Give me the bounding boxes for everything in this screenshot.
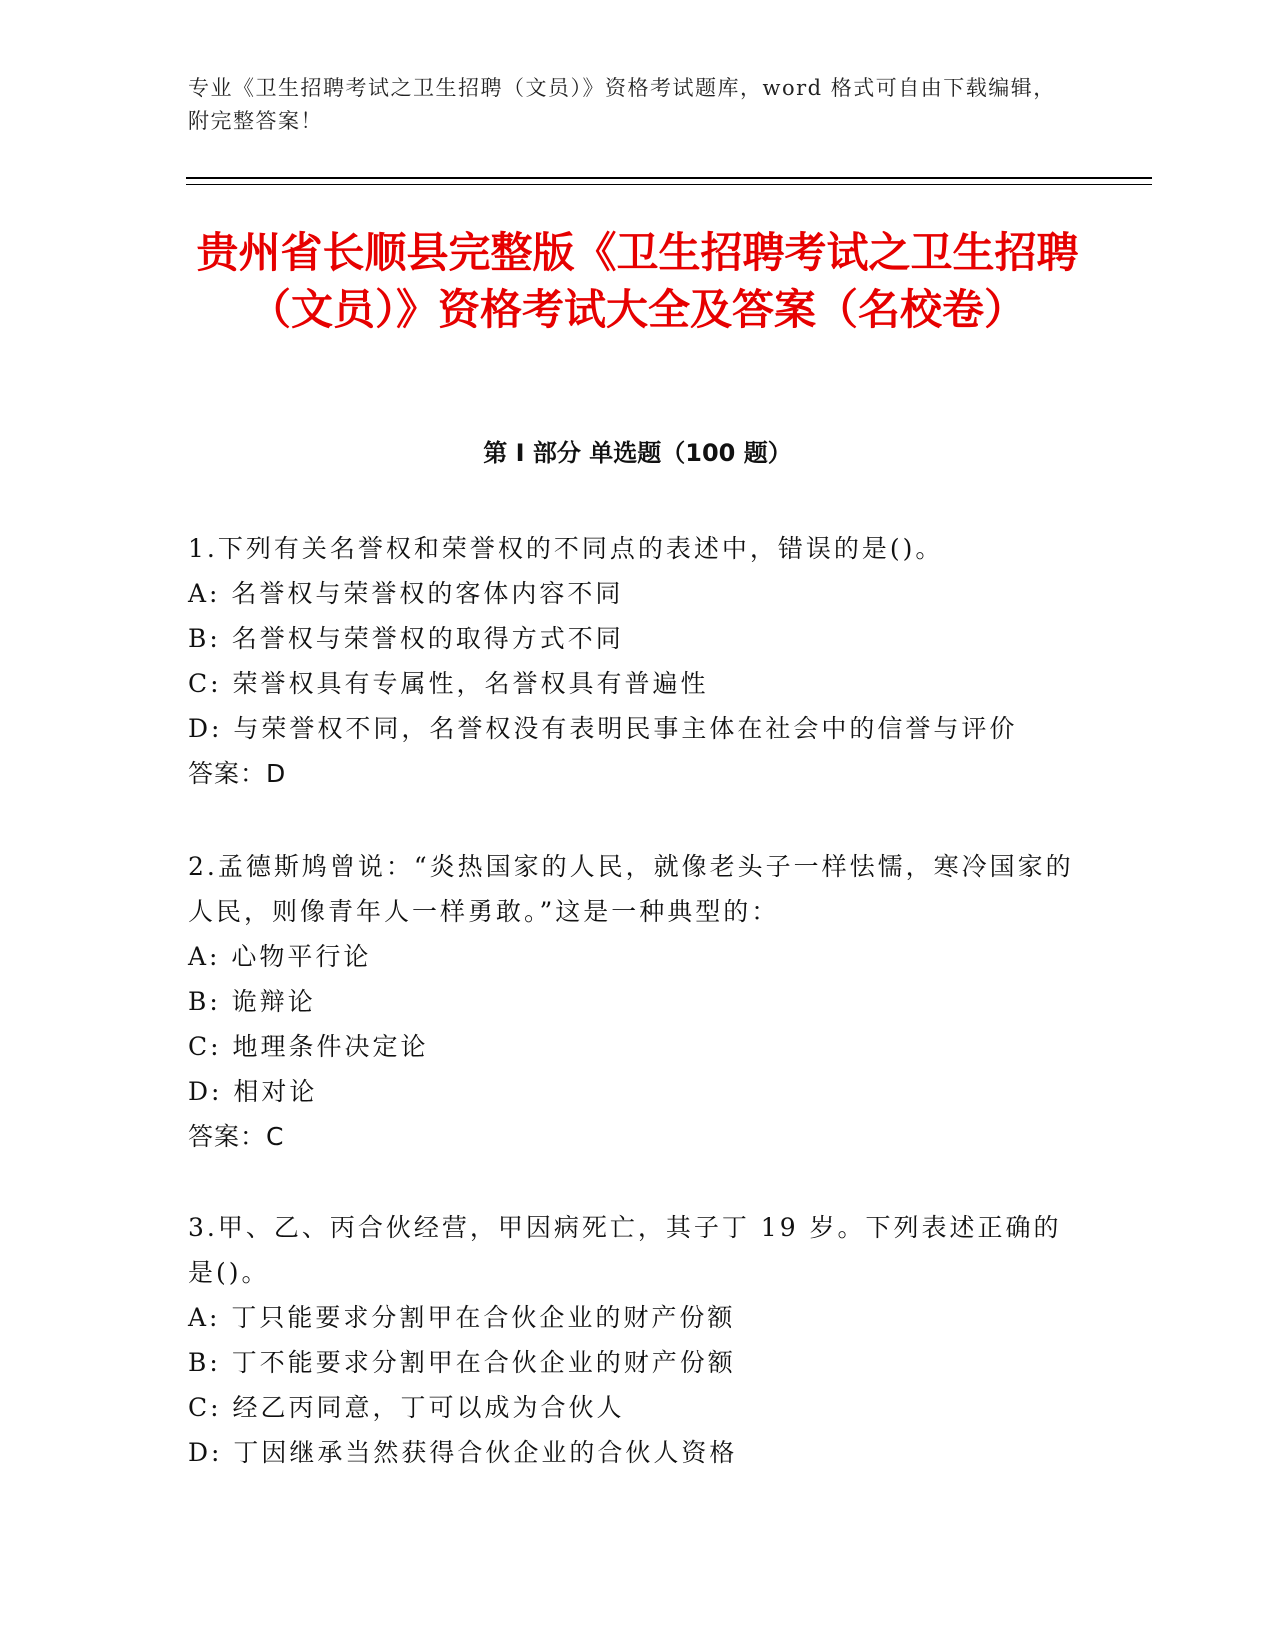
option-d: D: 相对论 <box>188 1077 318 1106</box>
question-text: 2.孟德斯鸠曾说：“炎热国家的人民，就像老头子一样怯懦，寒冷国家的人民，则像青年人一样勇敢。”这是一种典型的： <box>188 852 1074 926</box>
header-rule-thin <box>186 184 1152 185</box>
question-2 <box>188 844 1088 1159</box>
option-a: A: 心物平行论 <box>188 942 372 971</box>
option-a: A: 丁只能要求分割甲在合伙企业的财产份额 <box>188 1303 736 1332</box>
header-note: 专业《卫生招聘考试之卫生招聘（文员）》资格考试题库，word 格式可自由下载编辑，附完整答案！ <box>188 76 1056 133</box>
document-title: 贵州省长顺县完整版《卫生招聘考试之卫生招聘（文员）》资格考试大全及答案（名校卷） <box>196 228 1079 334</box>
option-b: B: 名誉权与荣誉权的取得方式不同 <box>188 624 624 653</box>
option-d: D: 与荣誉权不同，名誉权没有表明民事主体在社会中的信誉与评价 <box>188 714 1018 743</box>
option-a: A: 名誉权与荣誉权的客体内容不同 <box>188 579 624 608</box>
option-c: C: 荣誉权具有专属性，名誉权具有普遍性 <box>188 669 709 698</box>
option-b: B: 丁不能要求分割甲在合伙企业的财产份额 <box>188 1348 736 1377</box>
option-d: D: 丁因继承当然获得合伙企业的合伙人资格 <box>188 1438 738 1467</box>
answer: 答案：D <box>188 759 287 788</box>
answer: 答案：C <box>188 1122 285 1151</box>
section-title: 第 I 部分 单选题（100 题） <box>483 439 792 467</box>
question-text: 3.甲、乙、丙合伙经营，甲因病死亡，其子丁 19 岁。下列表述正确的是()。 <box>188 1213 1062 1287</box>
option-c: C: 经乙丙同意，丁可以成为合伙人 <box>188 1393 625 1422</box>
question-text: 1.下列有关名誉权和荣誉权的不同点的表述中，错误的是()。 <box>188 534 944 563</box>
option-b: B: 诡辩论 <box>188 987 316 1016</box>
header-rule-thick <box>186 177 1152 179</box>
question-1 <box>188 526 1088 796</box>
question-3 <box>188 1205 1088 1475</box>
option-c: C: 地理条件决定论 <box>188 1032 429 1061</box>
